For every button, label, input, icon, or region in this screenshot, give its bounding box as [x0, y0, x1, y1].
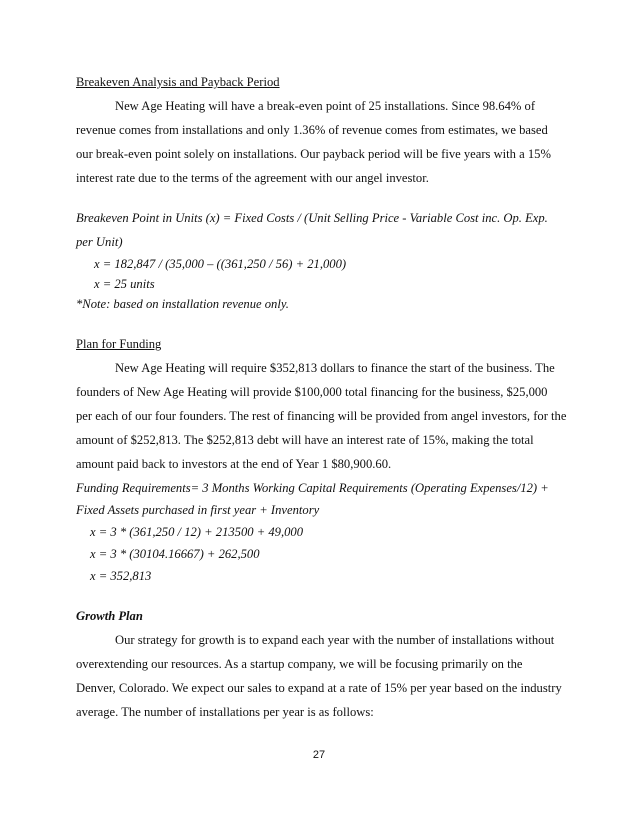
breakeven-heading: Breakeven Analysis and Payback Period: [76, 75, 280, 89]
page-number: 27: [312, 749, 326, 761]
growth-para-line: Our strategy for growth is to expand each year with the number of installations without: [115, 633, 555, 647]
breakeven-para-line: revenue comes from installations and only 1.36% of revenue comes from estimates, we based: [76, 123, 548, 137]
breakeven-para-line: interest rate due to the terms of the agreement with our angel investor.: [76, 171, 429, 185]
funding-heading: Plan for Funding: [76, 337, 162, 351]
breakeven-calc-line: x = 25 units: [94, 277, 155, 291]
funding-para-line: New Age Heating will require $352,813 dollars to finance the start of the business. The: [115, 361, 555, 375]
breakeven-para-line: our break-even point solely on installations. Our payback period will be five years with a 15%: [76, 147, 551, 161]
breakeven-formula-line: Breakeven Point in Units (x) = Fixed Costs / (Unit Selling Price - Variable Cost inc. Op. Exp.: [76, 211, 548, 225]
growth-para-line: overextending our resources. As a startup company, we will be focusing primarily on the: [76, 657, 523, 671]
breakeven-formula-line: per Unit): [76, 235, 123, 249]
breakeven-note: *Note: based on installation revenue only.: [76, 297, 289, 311]
growth-heading: Growth Plan: [76, 609, 143, 623]
growth-para-line: average. The number of installations per year is as follows:: [76, 705, 374, 719]
breakeven-calc-line: x = 182,847 / (35,000 – ((361,250 / 56) + 21,000): [94, 257, 347, 271]
funding-para-line: amount paid back to investors at the end of Year 1 $80,900.60.: [76, 457, 392, 471]
funding-formula-line: Funding Requirements= 3 Months Working Capital Requirements (Operating Expenses/12) +: [76, 481, 549, 495]
funding-para-line: founders of New Age Heating will provide $100,000 total financing for the business, $25,000: [76, 385, 548, 399]
funding-para-line: amount of $252,813. The $252,813 debt will have an interest rate of 15%, making the total: [76, 433, 534, 447]
funding-calc-line: x = 3 * (30104.16667) + 262,500: [90, 547, 260, 561]
funding-formula-line: Fixed Assets purchased in first year + Inventory: [76, 503, 320, 517]
growth-para-line: Denver, Colorado. We expect our sales to expand at a rate of 15% per year based on the industry: [76, 681, 562, 695]
funding-calc-line: x = 3 * (361,250 / 12) + 213500 + 49,000: [90, 525, 303, 539]
funding-para-line: per each of our four founders. The rest of financing will be provided from angel investors, for the: [76, 409, 567, 423]
funding-calc-line: x = 352,813: [90, 569, 152, 583]
breakeven-para-line: New Age Heating will have a break-even point of 25 installations. Since 98.64% of: [115, 99, 536, 113]
